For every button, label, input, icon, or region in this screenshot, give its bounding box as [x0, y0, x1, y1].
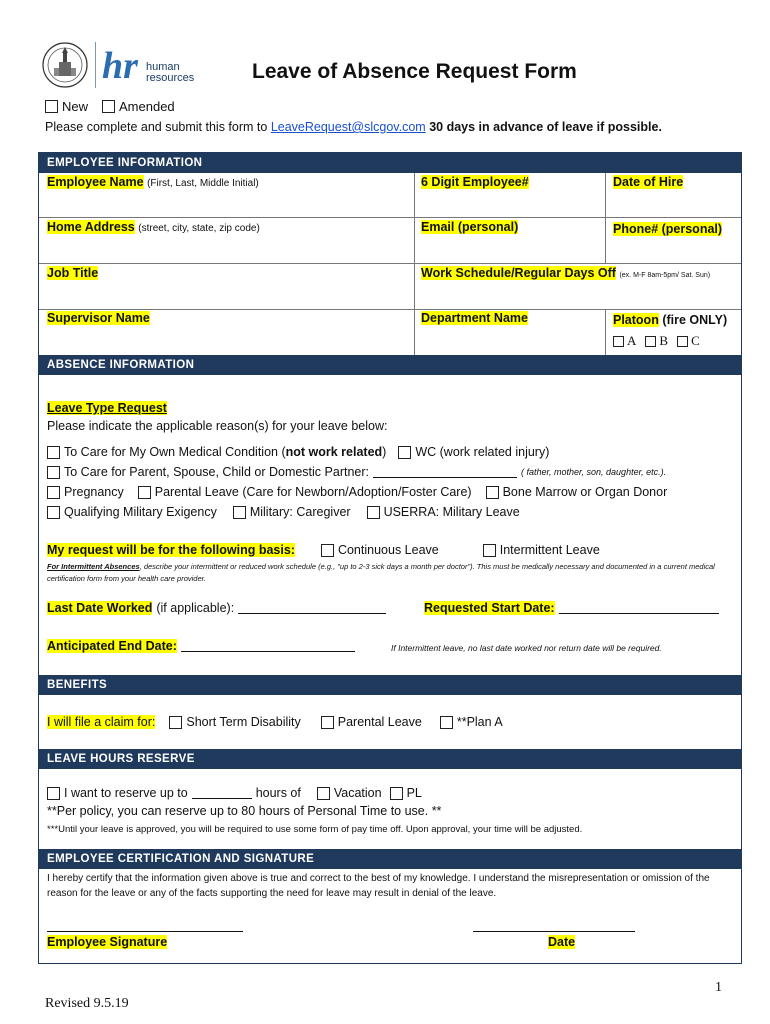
- intermittent-end-note: If Intermittent leave, no last date worked nor return date will be required.: [391, 643, 662, 653]
- short-term-disability-label: Short Term Disability: [186, 715, 301, 729]
- platoon-field: [613, 313, 727, 327]
- benefits-header: BENEFITS: [39, 675, 741, 695]
- grid-line: [39, 309, 741, 310]
- platoon-a-checkbox[interactable]: [613, 336, 624, 347]
- platoon-c-checkbox[interactable]: [677, 336, 688, 347]
- grid-line: [605, 309, 606, 355]
- parental-benefit-label: Parental Leave: [337, 715, 422, 729]
- employee-number-label: 6 Digit Employee#: [421, 175, 529, 189]
- leave-reason-row-1: [47, 445, 549, 459]
- work-schedule-label: Work Schedule/Regular Days Off: [421, 266, 616, 280]
- grid-line: [39, 263, 741, 264]
- parental-benefit-checkbox[interactable]: [321, 716, 334, 729]
- phone-label: Phone# (personal): [613, 222, 723, 236]
- parental-leave-checkbox[interactable]: [138, 486, 151, 499]
- platoon-b-checkbox[interactable]: [645, 336, 656, 347]
- leave-reason-row-3: [47, 485, 667, 499]
- email-field[interactable]: [421, 220, 518, 234]
- last-date-worked-input[interactable]: [238, 602, 386, 614]
- absence-information-header: ABSENCE INFORMATION: [39, 355, 741, 375]
- grid-line: [414, 173, 415, 355]
- employee-information-header: EMPLOYEE INFORMATION: [39, 153, 741, 173]
- pl-label: PL: [406, 786, 422, 800]
- leave-reason-row-4: [47, 505, 520, 519]
- basis-label: My request will be for the following basis:: [47, 543, 295, 557]
- certification-text: I hereby certify that the information given above is true and correct to the best of my knowledge. I understand the misrepresentation or omission of the reason for the leave or any of the facts supporting the need for leave may result in denial of the leave.: [47, 873, 710, 899]
- revised-date: Revised 9.5.19: [45, 996, 129, 1011]
- department-label: Department Name: [421, 311, 528, 325]
- last-date-worked-row: [47, 601, 386, 615]
- signature-label: [47, 935, 167, 949]
- home-address-label: Home Address: [47, 220, 135, 234]
- instructions: [45, 120, 662, 134]
- continuous-label: Continuous Leave: [337, 543, 439, 557]
- platoon-hint: (fire ONLY): [662, 313, 728, 327]
- leave-type-title-text: Leave Type Request: [47, 401, 167, 415]
- approval-note: ***Until your leave is approved, you will be required to use some form of pay time off. Upon approval, your time will be adjusted.: [47, 824, 583, 835]
- anticipated-end-row: [47, 639, 355, 653]
- date-label: [548, 935, 575, 949]
- last-date-worked-label: Last Date Worked: [47, 601, 153, 615]
- claim-label: I will file a claim for:: [47, 715, 156, 729]
- userra-label: USERRA: Military Leave: [383, 505, 520, 519]
- date-line[interactable]: [473, 931, 635, 932]
- bone-marrow-checkbox[interactable]: [486, 486, 499, 499]
- intermittent-note: [47, 561, 735, 585]
- intermittent-note-text: , describe your intermittent or reduced work schedule (e.g., "up to 2-3 sick days a month per doctor"). This must be medically necessary and documented in a current medical certification form from your health care provider.: [47, 562, 715, 583]
- own-medical-prefix: To Care for My Own Medical Condition (: [64, 445, 286, 459]
- signature-label-text: Employee Signature: [47, 935, 168, 949]
- own-medical-checkbox[interactable]: [47, 446, 60, 459]
- care-for-family-checkbox[interactable]: [47, 466, 60, 479]
- instructions-suffix: 30 days in advance of leave if possible.: [425, 120, 662, 134]
- platoon-c-label: C: [691, 333, 700, 348]
- logo-divider: [95, 42, 96, 88]
- platoon-options: [613, 333, 700, 349]
- reserve-hours-input[interactable]: [192, 787, 252, 799]
- platoon-label: Platoon: [613, 313, 659, 327]
- short-term-disability-checkbox[interactable]: [169, 716, 182, 729]
- wc-label: WC (work related injury): [415, 445, 550, 459]
- last-date-worked-hint: (if applicable):: [156, 601, 235, 615]
- grid-line: [605, 173, 606, 263]
- date-of-hire-label: Date of Hire: [613, 175, 684, 189]
- city-seal-icon: [42, 42, 88, 88]
- instructions-prefix: Please complete and submit this form to: [45, 120, 271, 134]
- page-header: [42, 36, 742, 96]
- employee-name-label: Employee Name: [47, 175, 144, 189]
- intermittent-checkbox[interactable]: [483, 544, 496, 557]
- basis-row: [47, 543, 600, 557]
- intermittent-note-title: For Intermittent Absences: [47, 562, 140, 571]
- date-label-text: Date: [548, 935, 576, 949]
- amended-label: Amended: [119, 99, 175, 114]
- vacation-checkbox[interactable]: [317, 787, 330, 800]
- email-label: Email (personal): [421, 220, 519, 234]
- pl-checkbox[interactable]: [390, 787, 403, 800]
- own-medical-label: [64, 445, 386, 459]
- military-caregiver-label: Military: Caregiver: [249, 505, 351, 519]
- page-number: 1: [715, 980, 722, 995]
- leave-hours-header: LEAVE HOURS RESERVE: [39, 749, 741, 769]
- supervisor-label: Supervisor Name: [47, 311, 150, 325]
- work-schedule-field[interactable]: [421, 266, 710, 280]
- care-for-family-label: To Care for Parent, Spouse, Child or Domestic Partner:: [64, 465, 369, 479]
- reserve-checkbox[interactable]: [47, 787, 60, 800]
- leave-form: [38, 152, 742, 964]
- reserve-suffix: hours of: [255, 786, 301, 800]
- new-label: New: [62, 99, 89, 114]
- department-field[interactable]: [421, 311, 528, 325]
- job-title-label: Job Title: [47, 266, 99, 280]
- signature-line[interactable]: [47, 931, 243, 932]
- form-type-options: [45, 99, 175, 114]
- home-address-hint: (street, city, state, zip code): [138, 223, 260, 234]
- home-address-field[interactable]: [47, 220, 260, 234]
- plan-a-checkbox[interactable]: [440, 716, 453, 729]
- leave-type-instruction: Please indicate the applicable reason(s) for your leave below:: [47, 419, 388, 433]
- reserve-prefix: I want to reserve up to: [64, 786, 188, 800]
- amended-checkbox[interactable]: [102, 100, 115, 113]
- requested-start-label: Requested Start Date:: [424, 601, 555, 615]
- requested-start-row: [424, 601, 719, 615]
- own-medical-bold: not work related: [285, 445, 383, 459]
- reserve-row: [47, 786, 422, 800]
- phone-field[interactable]: [613, 222, 722, 236]
- userra-checkbox[interactable]: [367, 506, 380, 519]
- logo-text-human: human: [146, 61, 180, 73]
- bone-marrow-label: Bone Marrow or Organ Donor: [502, 485, 668, 499]
- parental-leave-label: Parental Leave (Care for Newborn/Adoption/Foster Care): [154, 485, 472, 499]
- platoon-a-label: A: [627, 333, 637, 348]
- job-title-field[interactable]: [47, 266, 98, 280]
- page-title: Leave of Absence Request Form: [252, 60, 577, 83]
- continuous-checkbox[interactable]: [321, 544, 334, 557]
- policy-note: **Per policy, you can reserve up to 80 hours of Personal Time to use. **: [47, 804, 442, 818]
- anticipated-end-label: Anticipated End Date:: [47, 639, 177, 653]
- platoon-b-label: B: [659, 333, 669, 348]
- employee-number-field[interactable]: [421, 175, 529, 189]
- hr-logo: hr human resources: [102, 45, 195, 87]
- leave-reason-row-2: [47, 465, 666, 479]
- family-member-input[interactable]: [373, 466, 517, 478]
- date-of-hire-field[interactable]: [613, 175, 683, 189]
- own-medical-suffix: ): [382, 445, 387, 459]
- grid-line: [39, 217, 741, 218]
- employee-name-field[interactable]: [47, 175, 259, 189]
- military-exigency-checkbox[interactable]: [47, 506, 60, 519]
- care-for-family-hint: ( father, mother, son, daughter, etc.).: [521, 467, 667, 477]
- military-caregiver-checkbox[interactable]: [233, 506, 246, 519]
- intermittent-label: Intermittent Leave: [499, 543, 600, 557]
- leave-type-title: [47, 401, 167, 415]
- certification-header: EMPLOYEE CERTIFICATION AND SIGNATURE: [39, 849, 741, 869]
- leave-request-email-link[interactable]: LeaveRequest@slcgov.com: [270, 120, 426, 134]
- vacation-label: Vacation: [333, 786, 382, 800]
- pregnancy-checkbox[interactable]: [47, 486, 60, 499]
- requested-start-input[interactable]: [559, 602, 719, 614]
- work-schedule-hint: (ex. M-F 8am-5pm/ Sat. Sun): [619, 272, 711, 279]
- new-checkbox[interactable]: [45, 100, 58, 113]
- employee-name-hint: (First, Last, Middle Initial): [147, 178, 259, 189]
- anticipated-end-input[interactable]: [181, 640, 355, 652]
- benefits-row: [47, 715, 503, 729]
- military-exigency-label: Qualifying Military Exigency: [64, 505, 217, 519]
- logo-text-resources: resources: [146, 72, 195, 84]
- wc-checkbox[interactable]: [398, 446, 411, 459]
- plan-a-label: **Plan A: [456, 715, 503, 729]
- supervisor-field[interactable]: [47, 311, 150, 325]
- pregnancy-label: Pregnancy: [64, 485, 124, 499]
